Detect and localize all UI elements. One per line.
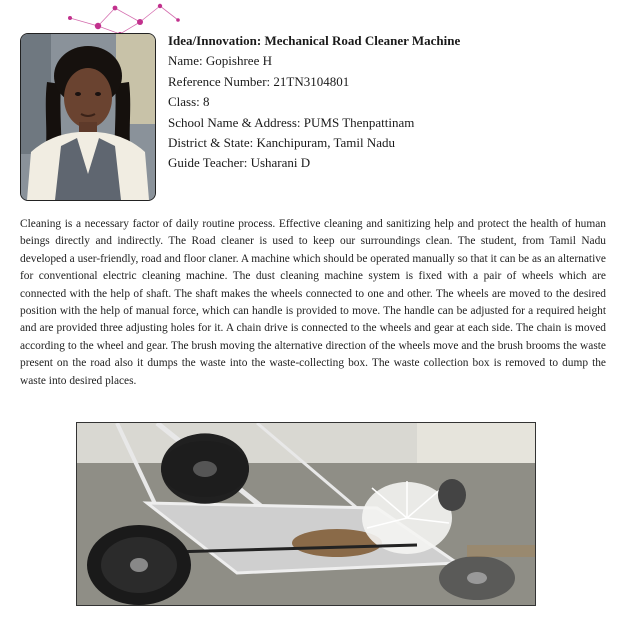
teacher-line: Guide Teacher: Usharani D (168, 155, 311, 171)
district-line: District & State: Kanchipuram, Tamil Nadu (168, 135, 396, 151)
school-line: School Name & Address: PUMS Thenpattinam (168, 114, 415, 130)
reference-line: Reference Number: 21TN3104801 (168, 73, 350, 89)
student-photo (20, 33, 156, 201)
profile-info (168, 31, 608, 174)
description-paragraph: Cleaning is a necessary factor of daily routine process. Effective cleaning and sanitizing help and protect the health of human beings directly and indirectly. The Road cleaner is used to keep our surroundings clean. The student, from Tamil Nadu developed a user-friendly, road and floor claner. A machine which should be operated manually so that it can be as an alternative for conventional electric cleaning machine. The dust cleaning machine system is fixed with a pair of wheels which are connected with the help of shaft. The shaft makes the wheels connected to one and other. The wheels are moved to the desired position with the help of manual force, which can handle is provided to move. The handle can be adjusted for a required height and are provided three adjusting holes for it. A chain drive is connected to the wheels and gear at each side. The chain is moved according to the wheel and gear. The brush moving the alternative direction of the wheels move and the brush brooms the waste present on the road also it dumps the waste into the waste-collecting box. The waste collection box is removed to dump the waste into desired places. (20, 218, 606, 387)
name-line: Name: Gopishree H (168, 53, 272, 69)
idea-line: Idea/Innovation: Mechanical Road Cleaner Machine (168, 33, 461, 48)
class-line: Class: 8 (168, 94, 210, 110)
machine-photo (76, 422, 536, 606)
